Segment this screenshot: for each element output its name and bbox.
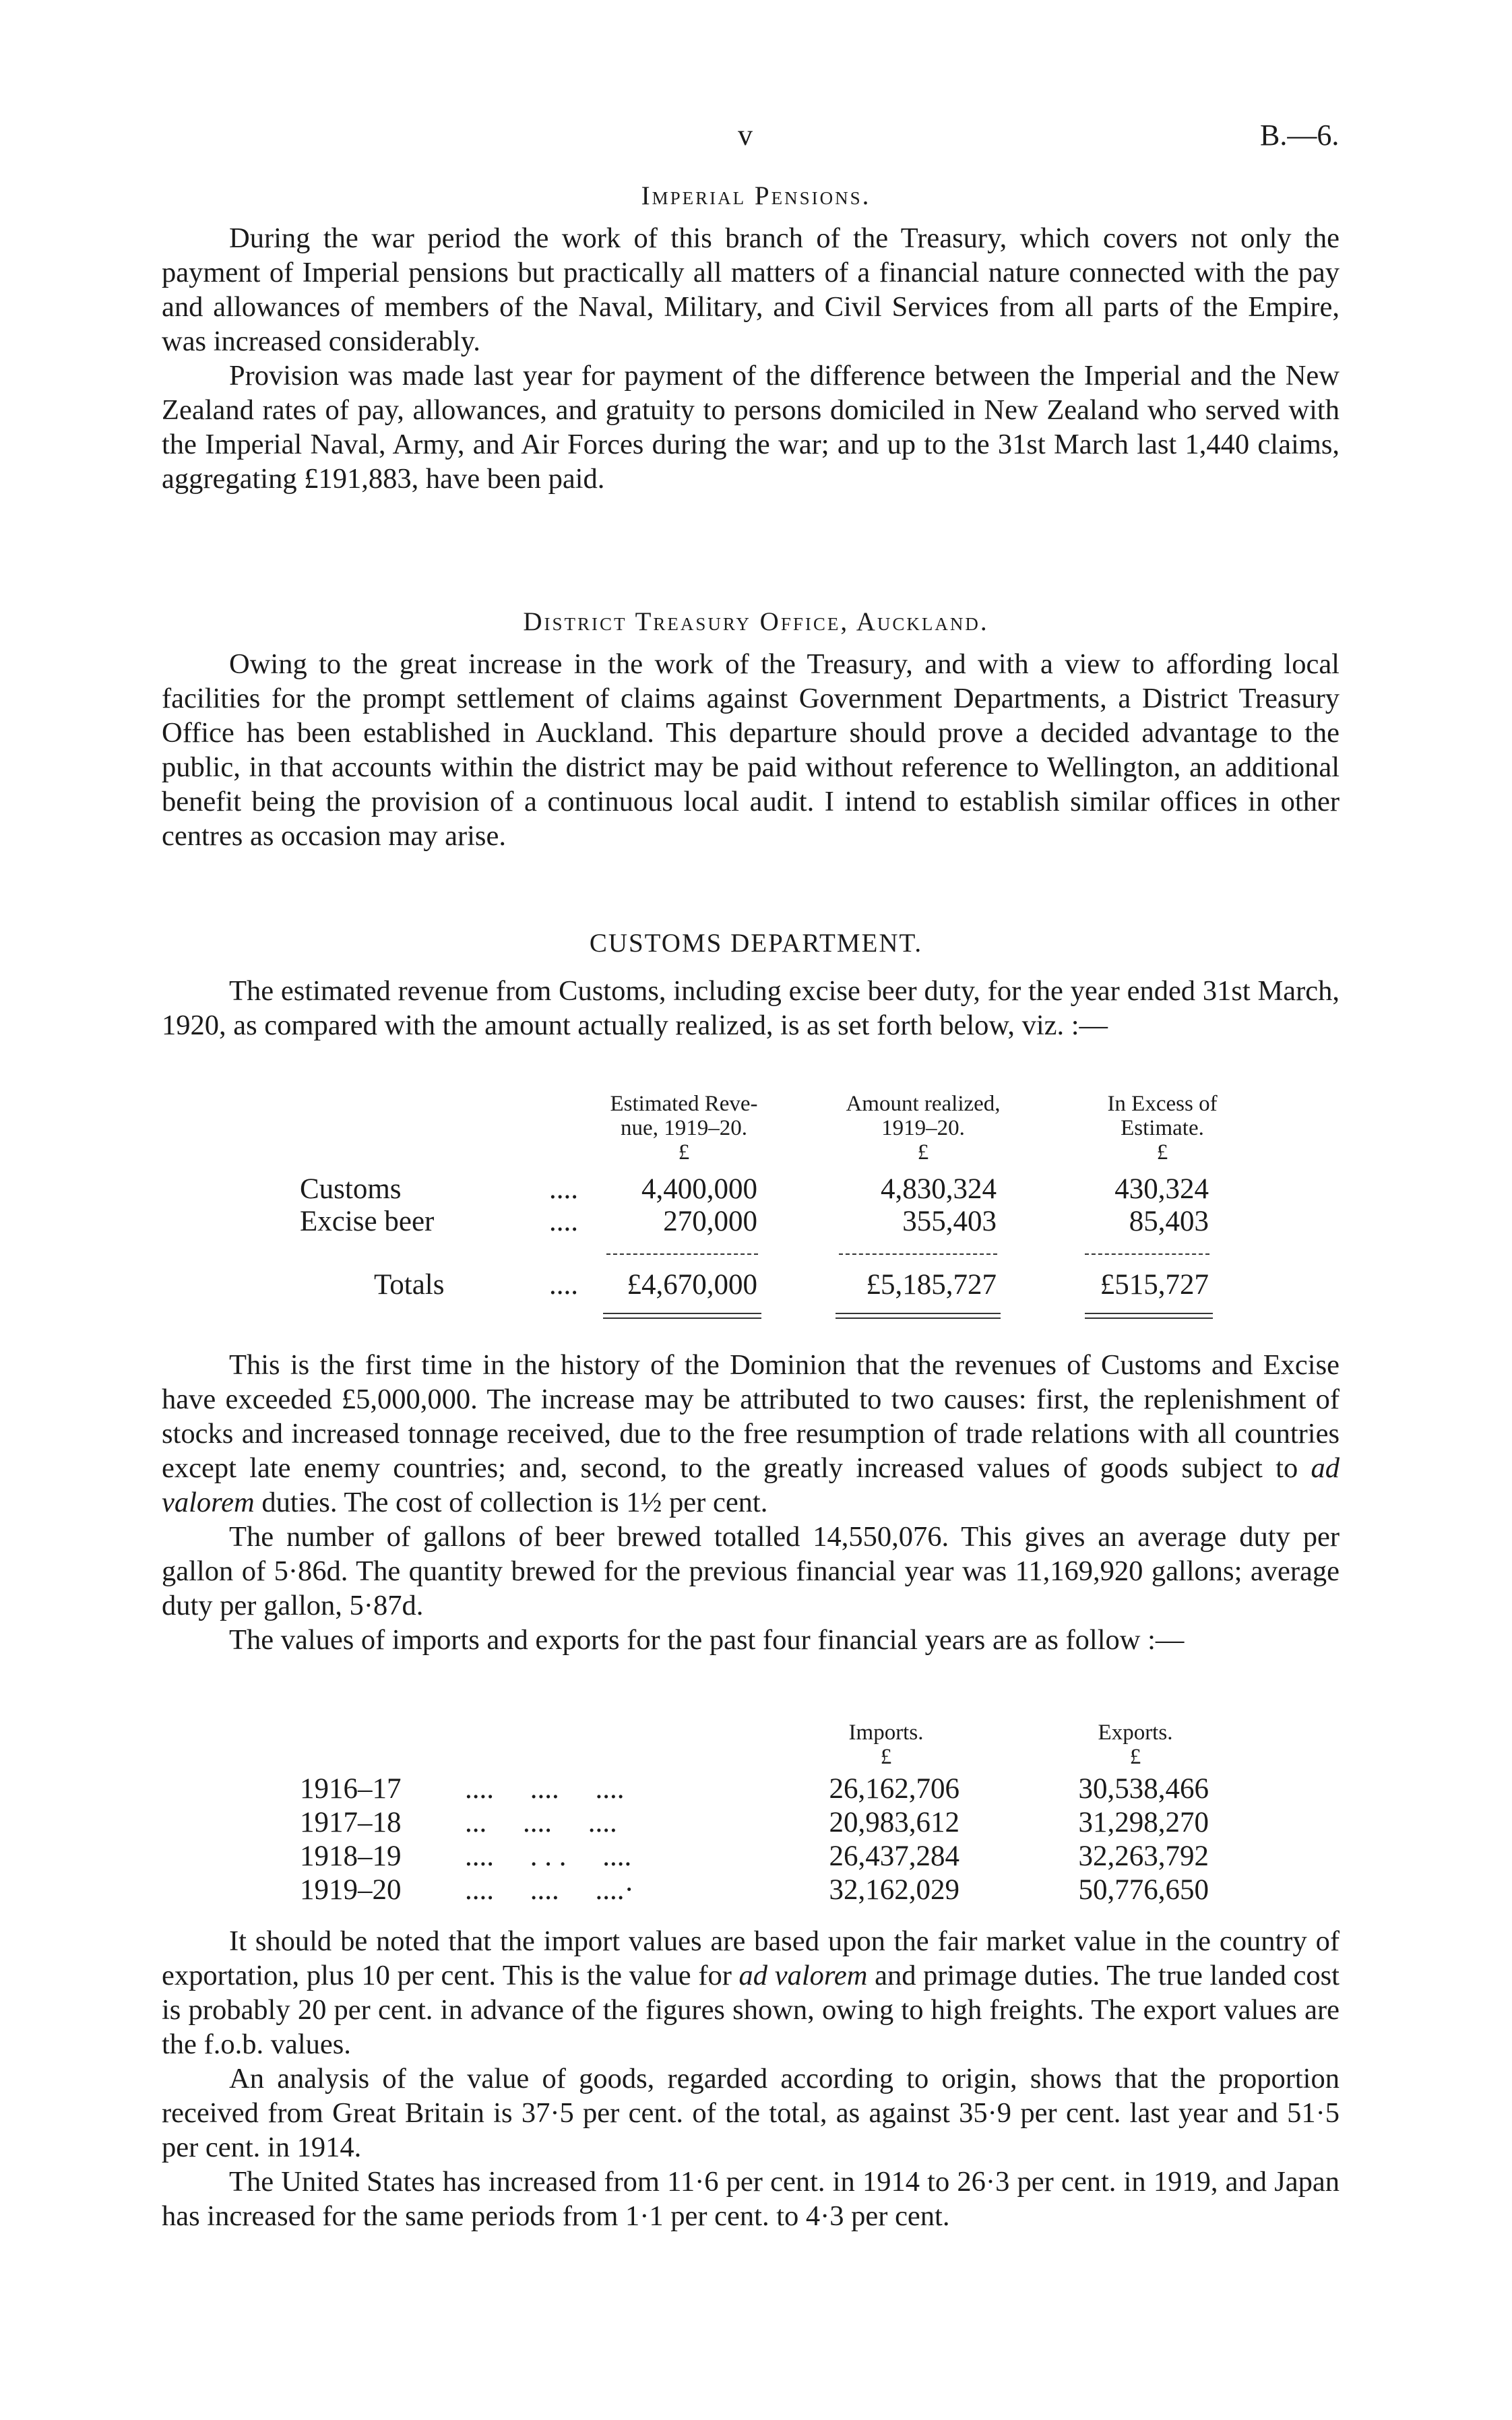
cell-realized: 355,403	[902, 1206, 997, 1237]
cell-exports: 32,263,792	[1078, 1840, 1209, 1872]
total-rule	[1085, 1317, 1213, 1319]
cell-exports: 30,538,466	[1078, 1773, 1209, 1805]
paragraph-beer: The number of gallons of beer brewed totalled 14,550,076. This gives an average duty per gallon of 5·86d. The quantity brewed for the previous financial year was 11,169,920 gallons; average duty per gallon, 5·87d.	[162, 1521, 1340, 1621]
subtotal-rule	[606, 1253, 758, 1255]
paragraph-import-values: It should be noted that the import values are based upon the fair market value in the country of exportation, plus 10 per cent. This is the value for ad valorem and primage duties. The true landed cost is probably 20 per cent. in advance of the figures shown, owing to high freights. The export values are the f.o.b. values.	[162, 1925, 1340, 2060]
cell-estimated: 4,400,000	[641, 1173, 757, 1205]
customs-body-2	[162, 1924, 1340, 2233]
section-heading-district-treasury: District Treasury Office, Auckland.	[523, 607, 989, 636]
total-rule	[836, 1313, 1001, 1314]
document-reference: B.—6.	[1260, 119, 1340, 152]
subtotal-rule	[1085, 1253, 1209, 1255]
cell-realized: 4,830,324	[881, 1173, 997, 1205]
row-year: 1918–19	[300, 1840, 402, 1872]
cell-imports: 20,983,612	[829, 1807, 959, 1838]
district-treasury-body	[162, 647, 1340, 853]
row-year: 1916–17	[300, 1773, 402, 1805]
currency-symbol: £	[678, 1140, 690, 1165]
total-rule	[836, 1317, 1001, 1319]
cell-excess: 85,403	[1129, 1206, 1209, 1237]
leader-dots: .... .... ....	[465, 1773, 625, 1805]
cell-imports: 26,162,706	[829, 1773, 959, 1805]
cell-estimated: 270,000	[663, 1206, 757, 1237]
leader-dots: ....	[549, 1206, 578, 1237]
page-number: v	[738, 119, 753, 152]
section-heading-imperial-pensions: Imperial Pensions.	[641, 181, 871, 210]
leader-dots: ....	[549, 1173, 578, 1205]
totals-label: Totals	[374, 1269, 445, 1301]
currency-symbol: £	[917, 1140, 929, 1165]
leader-dots: ... .... ....	[465, 1807, 617, 1838]
subtotal-rule	[839, 1253, 997, 1255]
italic-phrase: ad valorem	[738, 1960, 868, 1991]
italic-phrase: ad valorem	[162, 1452, 1340, 1518]
paragraph-collection: This is the first time in the history of the Dominion that the revenues of Customs and Excise have exceeded £5,000,000. The increase may be attributed to two causes: first, the replenishment of stocks and increased tonnage received, due to the free resumption of trade relations with all countries except late enemy countries; and, second, to the greatly increased values of goods subject to ad valorem duties. The cost of collection is 1½ per cent.	[162, 1349, 1340, 1518]
col-header-estimated: Estimated Reve-	[610, 1092, 758, 1116]
paragraph-origin: An analysis of the value of goods, regarded according to origin, shows that the proportion received from Great Britain is 37·5 per cent. of the total, as against 35·9 per cent. last year and 51·5 per cent. in 1914.	[162, 2063, 1340, 2163]
total-estimated: £4,670,000	[627, 1269, 757, 1301]
leader-dots: .... . . . ....	[465, 1840, 632, 1872]
col-header-exports: Exports.	[1098, 1720, 1173, 1745]
cell-imports: 26,437,284	[829, 1840, 959, 1872]
total-rule	[603, 1313, 761, 1314]
currency-symbol: £	[1129, 1745, 1141, 1769]
total-realized: £5,185,727	[866, 1269, 997, 1301]
col-header-imports: Imports.	[848, 1720, 924, 1745]
leader-dots: .... .... ....·	[465, 1874, 634, 1906]
customs-body-1	[162, 1348, 1340, 1657]
paragraph: The estimated revenue from Customs, including excise beer duty, for the year ended 31st March, 1920, as compared with the amount actually realized, is as set forth below, viz. :—	[162, 975, 1340, 1041]
cell-exports: 50,776,650	[1078, 1874, 1209, 1906]
row-year: 1919–20	[300, 1874, 402, 1906]
cell-excess: 430,324	[1114, 1173, 1209, 1205]
col-header-excess-2: Estimate.	[1121, 1116, 1204, 1140]
col-header-realized-2: 1919–20.	[881, 1116, 965, 1140]
col-header-realized: Amount realized,	[846, 1092, 1001, 1116]
total-rule	[1085, 1313, 1213, 1314]
page-header	[0, 118, 1512, 165]
row-label: Excise beer	[300, 1206, 435, 1237]
leader-dots: ....	[549, 1269, 578, 1301]
total-rule	[603, 1317, 761, 1319]
paragraph-imports-intro: The values of imports and exports for the past four financial years are as follow :—	[229, 1624, 1185, 1656]
total-excess: £515,727	[1100, 1269, 1209, 1301]
imperial-pensions-body	[162, 221, 1340, 496]
paragraph-united-states: The United States has increased from 11·6 per cent. in 1914 to 26·3 per cent. in 1919, and Japan has increased for the same periods from 1·1 per cent. to 4·3 per cent.	[162, 2166, 1340, 2232]
paragraph: During the war period the work of this branch of the Treasury, which covers not only the payment of Imperial pensions but practically all matters of a financial nature connected with the pay and allowances of members of the Naval, Military, and Civil Services from all parts of the Empire, was increased considerably.	[162, 222, 1340, 357]
paragraph: Owing to the great increase in the work of the Treasury, and with a view to affording local facilities for the prompt settlement of claims against Government Departments, a District Treasury Office has been established in Auckland. This departure should prove a decided advantage to the public, in that accounts within the district may be paid without reference to Wellington, an additional benefit being the provision of a continuous local audit. I intend to establish similar offices in other centres as occasion may arise.	[162, 648, 1340, 852]
row-year: 1917–18	[300, 1807, 402, 1838]
col-header-estimated-2: nue, 1919–20.	[621, 1116, 747, 1140]
paragraph: Provision was made last year for payment of the difference between the Imperial and the New Zealand rates of pay, allowances, and gratuity to persons domiciled in New Zealand who served with the Imperial Naval, Army, and Air Forces during the war; and up to the 31st March last 1,440 claims, aggregating £191,883, have been paid.	[162, 360, 1340, 495]
section-heading-customs: CUSTOMS DEPARTMENT.	[589, 929, 923, 958]
cell-imports: 32,162,029	[829, 1874, 959, 1906]
cell-exports: 31,298,270	[1078, 1807, 1209, 1838]
customs-intro	[162, 974, 1340, 1043]
currency-symbol: £	[1156, 1140, 1168, 1165]
col-header-excess: In Excess of	[1107, 1092, 1218, 1116]
row-label: Customs	[300, 1173, 402, 1205]
currency-symbol: £	[880, 1745, 892, 1769]
